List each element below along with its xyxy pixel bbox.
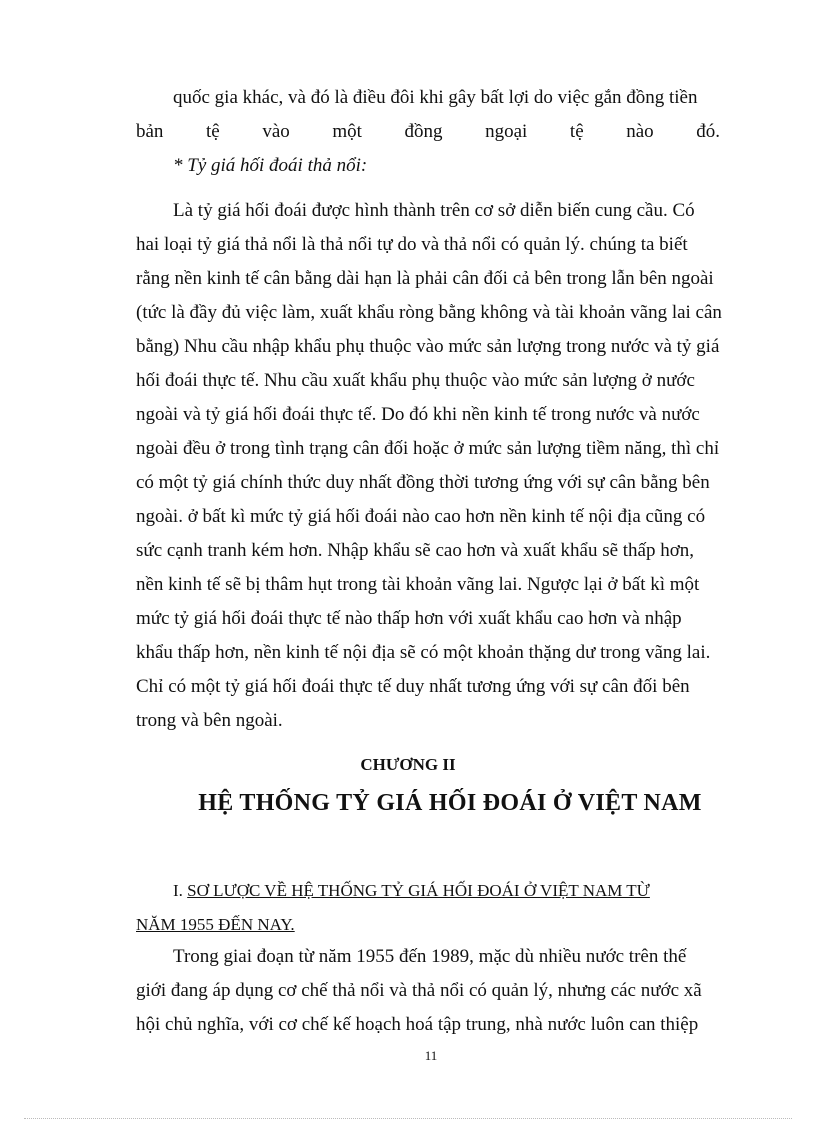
float-line: mức tỷ giá hối đoái thực tế nào thấp hơn với xuất khẩu cao hơn và nhập: [136, 608, 682, 629]
paragraph-float: [136, 194, 720, 738]
float-line: ngoài và tỷ giá hối đoái thực tế. Do đó khi nền kinh tế trong nước và nước: [136, 404, 700, 425]
paragraph-history: [136, 940, 720, 1042]
section-title-line-1: SƠ LƯỢC VỀ HỆ THỐNG TỶ GIÁ HỐI ĐOÁI Ở VIỆT NAM TỪ: [187, 881, 650, 900]
float-line: sức cạnh tranh kém hơn. Nhập khẩu sẽ cao hơn và xuất khẩu sẽ thấp hơn,: [136, 540, 695, 561]
intro-line-1: quốc gia khác, và đó là điều đôi khi gây bất lợi do việc gắn đồng tiền: [173, 87, 698, 108]
float-line: rằng nền kinh tế cân bằng dài hạn là phải cân đối cả bên trong lẫn bên ngoài: [136, 268, 714, 289]
float-line: khẩu thấp hơn, nền kinh tế nội địa sẽ có một khoản thặng dư trong vãng lai.: [136, 642, 711, 663]
float-line: hai loại tỷ giá thả nổi là thả nổi tự do và thả nổi có quản lý. chúng ta biết: [136, 234, 688, 255]
section-title-line-2: NĂM 1955 ĐẾN NAY.: [136, 915, 295, 934]
section-heading-line-1: [136, 874, 726, 908]
chapter-label: CHƯƠNG II: [360, 755, 456, 774]
subheading-float: * Tỷ giá hối đoái thả nổi:: [173, 155, 368, 176]
float-line: nền kinh tế sẽ bị thâm hụt trong tài khoản vãng lai. Ngược lại ở bất kì một: [136, 574, 700, 595]
paragraph-intro: [136, 81, 720, 183]
history-line: Trong giai đoạn từ năm 1955 đến 1989, mặc dù nhiều nước trên thế: [173, 946, 687, 967]
footer-divider: [24, 1118, 792, 1119]
float-line: trong và bên ngoài.: [136, 710, 283, 731]
float-line: ngoài. ở bất kì mức tỷ giá hối đoái nào cao hơn nền kinh tế nội địa cũng có: [136, 506, 706, 527]
float-line: (tức là đầy đủ việc làm, xuất khẩu ròng bằng không và tài khoản vãng lai cân: [136, 302, 722, 323]
section-number: I.: [173, 881, 188, 900]
float-line: Chỉ có một tỷ giá hối đoái thực tế duy nhất tương ứng với sự cân đối bên: [136, 676, 690, 697]
float-line: có một tỷ giá chính thức duy nhất đồng thời tương ứng với sự cân bằng bên: [136, 472, 710, 493]
float-line: hối đoái thực tế. Nhu cầu xuất khẩu phụ thuộc vào mức sản lượng ở nước: [136, 370, 695, 391]
chapter-title: HỆ THỐNG TỶ GIÁ HỐI ĐOÁI Ở VIỆT NAM: [198, 790, 702, 816]
history-line: hội chủ nghĩa, với cơ chế kế hoạch hoá tập trung, nhà nước luôn can thiệp: [136, 1014, 699, 1035]
section-heading: [136, 874, 726, 942]
float-line: Là tỷ giá hối đoái được hình thành trên cơ sở diễn biến cung cầu. Có: [173, 200, 695, 221]
history-line: giới đang áp dụng cơ chế thả nổi và thả nổi có quản lý, nhưng các nước xã: [136, 980, 702, 1001]
float-line: ngoài đều ở trong tình trạng cân đối hoặc ở mức sản lượng tiềm năng, thì chỉ: [136, 438, 720, 459]
float-line: bằng) Nhu cầu nhập khẩu phụ thuộc vào mức sản lượng trong nước và tỷ giá: [136, 336, 720, 357]
page-number: 11: [424, 1048, 438, 1063]
intro-line-2: bản tệ vào một đồng ngoại tệ nào đó.: [136, 121, 720, 142]
